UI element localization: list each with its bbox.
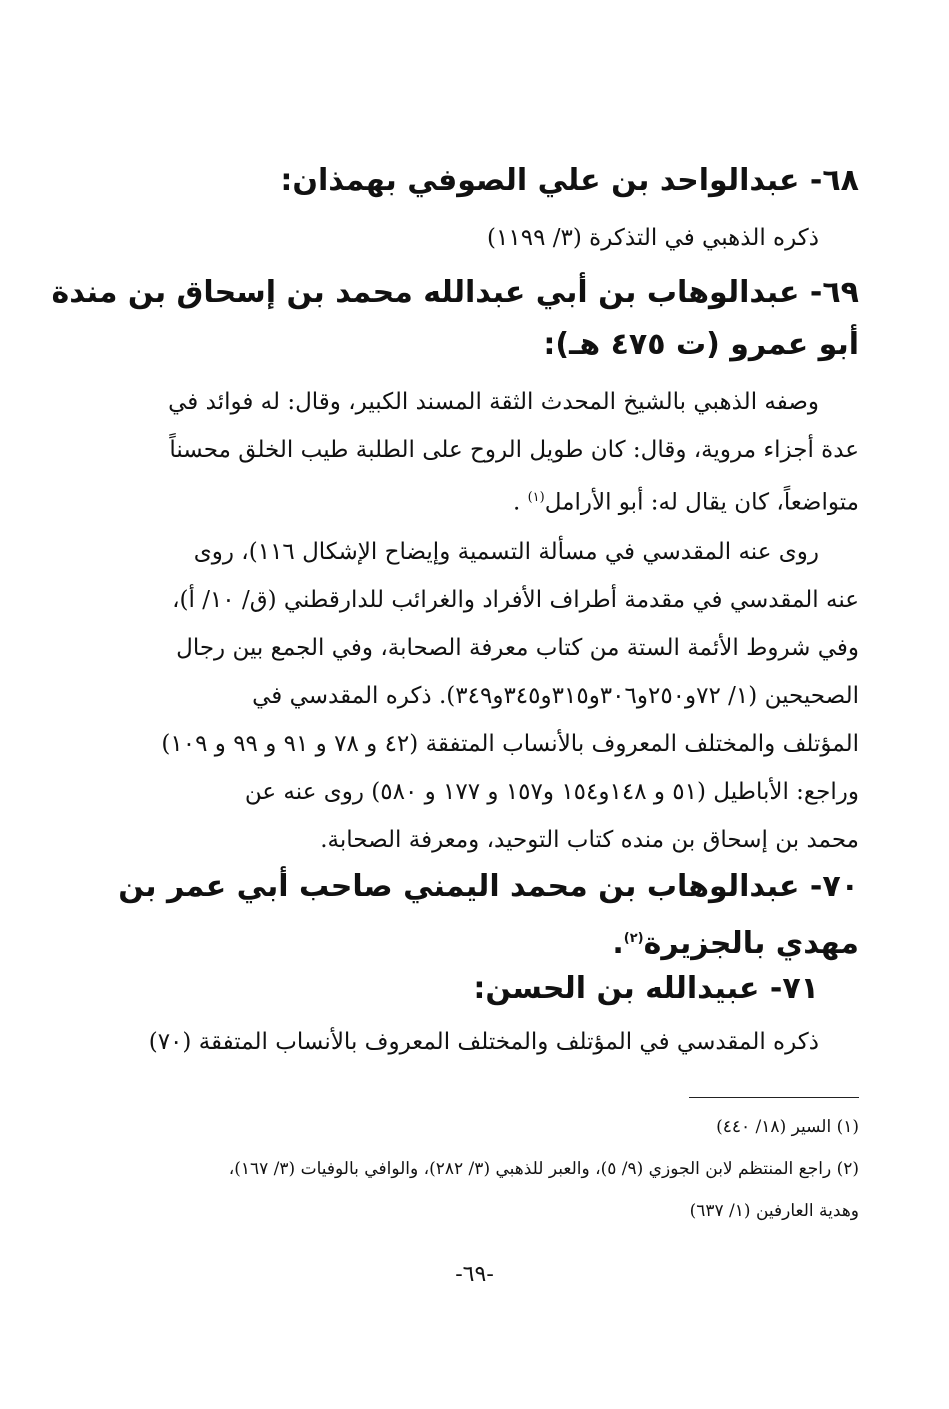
entry-70-heading-line-2-end: . bbox=[612, 926, 624, 961]
entry-68-body bbox=[109, 214, 859, 262]
paragraph-line: عنه المقدسي في مقدمة أطراف الأفراد والغرائب للدارقطني (ق/ ١٠/ أ)، bbox=[172, 587, 859, 613]
entry-71-body-line: ذكره المقدسي في المؤتلف والمختلف المعروف بالأنساب المتفقة (٧٠) bbox=[148, 1029, 819, 1055]
page-number: -٦٩- bbox=[455, 1262, 494, 1287]
footnote-1-text: (١) السير (١٨/ ٤٤٠) bbox=[716, 1117, 859, 1137]
entry-71-heading-text: ٧١- عبيدالله بن الحسن: bbox=[473, 971, 819, 1006]
entry-68-heading bbox=[109, 156, 859, 206]
entry-69-heading-line-1: ٦٩- عبدالوهاب بن أبي عبدالله محمد بن إسحاق بن مندة bbox=[51, 275, 859, 310]
entry-70-heading bbox=[109, 862, 859, 969]
entry-69-paragraph-1 bbox=[109, 378, 859, 527]
entry-68-body-line: ذكره الذهبي في التذكرة (٣/ ١١٩٩) bbox=[487, 225, 819, 251]
paragraph-line-end: . bbox=[512, 489, 528, 516]
entry-70-heading-line-1: ٧٠- عبدالوهاب بن محمد اليمني صاحب أبي عمر بن bbox=[118, 869, 859, 904]
footnote-2-line-1: (٢) راجع المنتظم لابن الجوزي (٩/ ٥)، والعبر للذهبي (٣/ ٢٨٢)، والوافي بالوفيات (٣/ ١٦٧)، bbox=[228, 1159, 859, 1179]
footnote-1 bbox=[109, 1106, 859, 1148]
entry-68-heading-text: ٦٨- عبدالواحد بن علي الصوفي بهمذان: bbox=[280, 163, 859, 198]
footnote-2 bbox=[109, 1148, 859, 1232]
entry-70-heading-line-2-text: مهدي بالجزيرة bbox=[643, 926, 859, 961]
footnote-ref-2: (٢) bbox=[623, 931, 644, 946]
entry-69-heading bbox=[51, 268, 859, 370]
paragraph-line: وراجع: الأباطيل (٥١ و ١٤٨و١٥٤ و١٥٧ و ١٧٧ و ٥٨٠) روى عنه عن bbox=[244, 779, 859, 805]
entry-70-heading-line-2 bbox=[109, 914, 859, 969]
footnote-2-line-2: وهدية العارفين (١/ ٦٣٧) bbox=[689, 1201, 859, 1221]
paragraph-line bbox=[109, 474, 859, 527]
paragraph-line: الصحيحين (١/ ٧٢و٢٥٠و٣٠٦و٣١٥و٣٤٥و٣٤٩). ذكره المقدسي في bbox=[252, 683, 859, 709]
entry-71-heading bbox=[109, 964, 859, 1014]
paragraph-line: عدة أجزاء مروية، وقال: كان طويل الروح على الطلبة طيب الخلق محسناً bbox=[169, 437, 859, 463]
footnote-ref-1: (١) bbox=[527, 490, 545, 505]
paragraph-line: وفي شروط الأئمة الستة من كتاب معرفة الصحابة، وفي الجمع بين رجال bbox=[176, 635, 859, 661]
entry-71-body bbox=[109, 1018, 859, 1066]
footnote-separator bbox=[689, 1097, 859, 1098]
entry-69-heading-line-2: أبو عمرو (ت ٤٧٥ هـ): bbox=[543, 327, 859, 362]
paragraph-line-text: متواضعاً، كان يقال له: أبو الأرامل bbox=[544, 489, 859, 516]
paragraph-line: وصفه الذهبي بالشيخ المحدث الثقة المسند الكبير، وقال: له فوائد في bbox=[168, 389, 819, 415]
paragraph-line: محمد بن إسحاق بن منده كتاب التوحيد، ومعرفة الصحابة. bbox=[320, 827, 859, 853]
entry-69-paragraph-2 bbox=[109, 528, 859, 864]
paragraph-line: روى عنه المقدسي في مسألة التسمية وإيضاح الإشكال ١١٦)، روى bbox=[193, 539, 819, 565]
paragraph-line: المؤتلف والمختلف المعروف بالأنساب المتفقة (٤٢ و ٧٨ و ٩١ و ٩٩ و ١٠٩) bbox=[161, 731, 859, 757]
